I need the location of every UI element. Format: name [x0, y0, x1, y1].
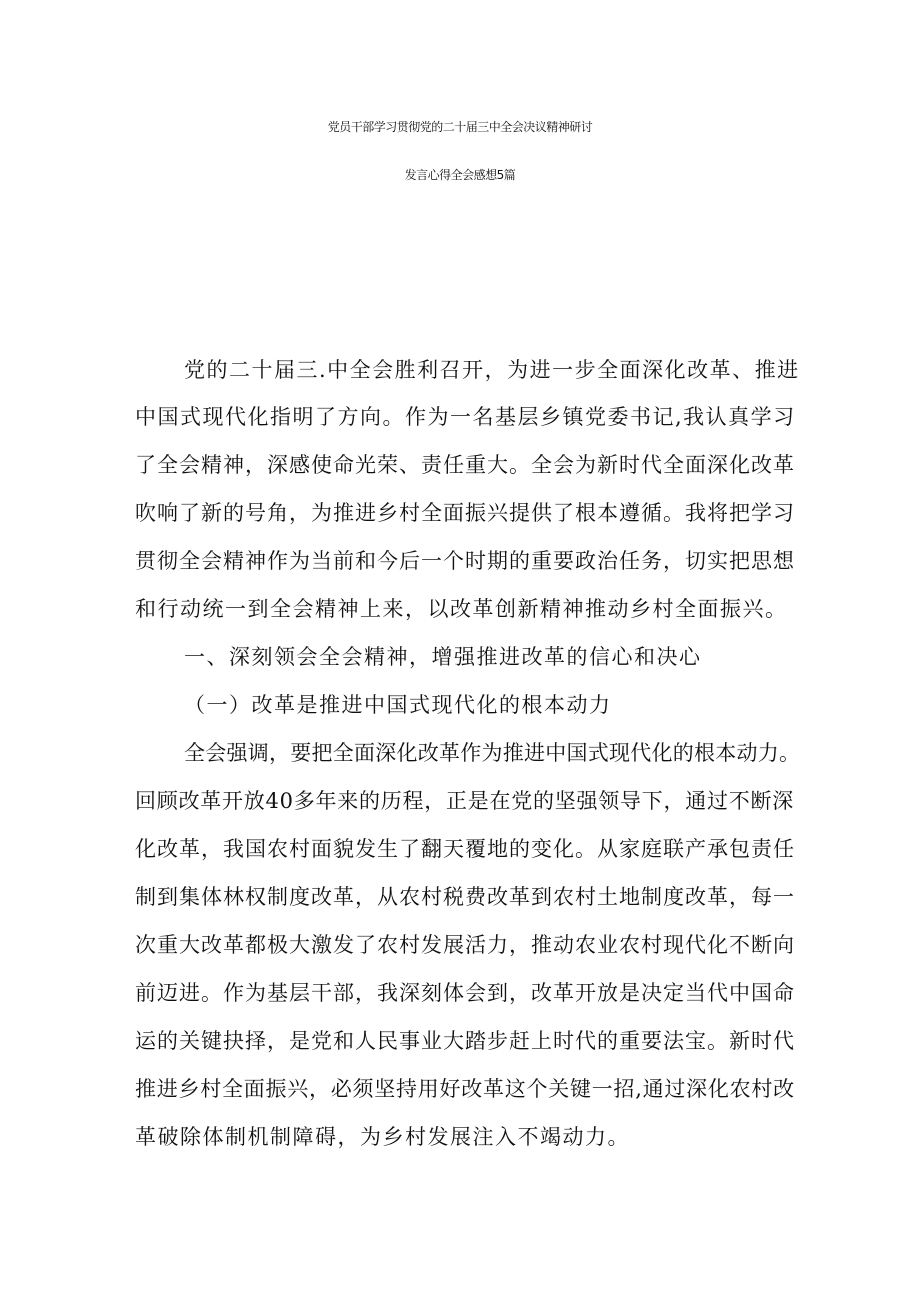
- body-line: 化改革，我国农村面貌发生了翻天覆地的变化。从家庭联产承包责任: [135, 837, 795, 861]
- body-line: 全会强调，要把全面深化改革作为推进中国式现代化的根本动力。: [184, 741, 801, 765]
- document-title-line-2: 发言心得全会感想5篇: [404, 168, 516, 182]
- body-line: 次重大改革都极大激发了农村发展活力，推动农业农村现代化不断向: [135, 933, 795, 957]
- body-line: 和行动统一到全会精神上来，以改革创新精神推动乡村全面振兴。: [135, 597, 788, 621]
- body-line: 革破除体制机制障碍，为乡村发展注入不竭动力。: [135, 1125, 630, 1149]
- body-line: 前迈进。作为基层干部，我深刻体会到，改革开放是决定当代中国命: [135, 981, 795, 1005]
- body-line: 中国式现代化指明了方向。作为一名基层乡镇党委书记,我认真学习: [135, 405, 796, 429]
- body-line: 贯彻全会精神作为当前和今后一个时期的重要政治任务，切实把思想: [135, 549, 795, 573]
- body-line: 回顾改革开放40多年来的历程，正是在党的坚强领导下，通过不断深: [135, 789, 794, 813]
- document-title-line-1: 党员干部学习贯彻党的二十届三中全会决议精神研讨: [327, 120, 593, 134]
- body-line: 党的二十届三.中全会胜利召开，为进一步全面深化改革、推进: [184, 358, 800, 382]
- subsection-heading: （一）改革是推进中国式现代化的根本动力: [184, 693, 612, 717]
- section-heading: 一、深刻领会全会精神，增强推进改革的信心和决心: [184, 645, 702, 669]
- body-line: 吹响了新的号角，为推进乡村全面振兴提供了根本遵循。我将把学习: [135, 501, 795, 525]
- body-line: 推进乡村全面振兴，必须坚持用好改革这个关键一招,通过深化农村改: [135, 1077, 795, 1101]
- body-line: 运的关键抉择，是党和人民事业大踏步赶上时代的重要法宝。新时代: [135, 1029, 795, 1053]
- body-line: 了全会精神，深感使命光荣、责任重大。全会为新时代全面深化改革: [135, 453, 795, 477]
- body-line: 制到集体林权制度改革，从农村税费改革到农村土地制度改革，每一: [135, 885, 795, 909]
